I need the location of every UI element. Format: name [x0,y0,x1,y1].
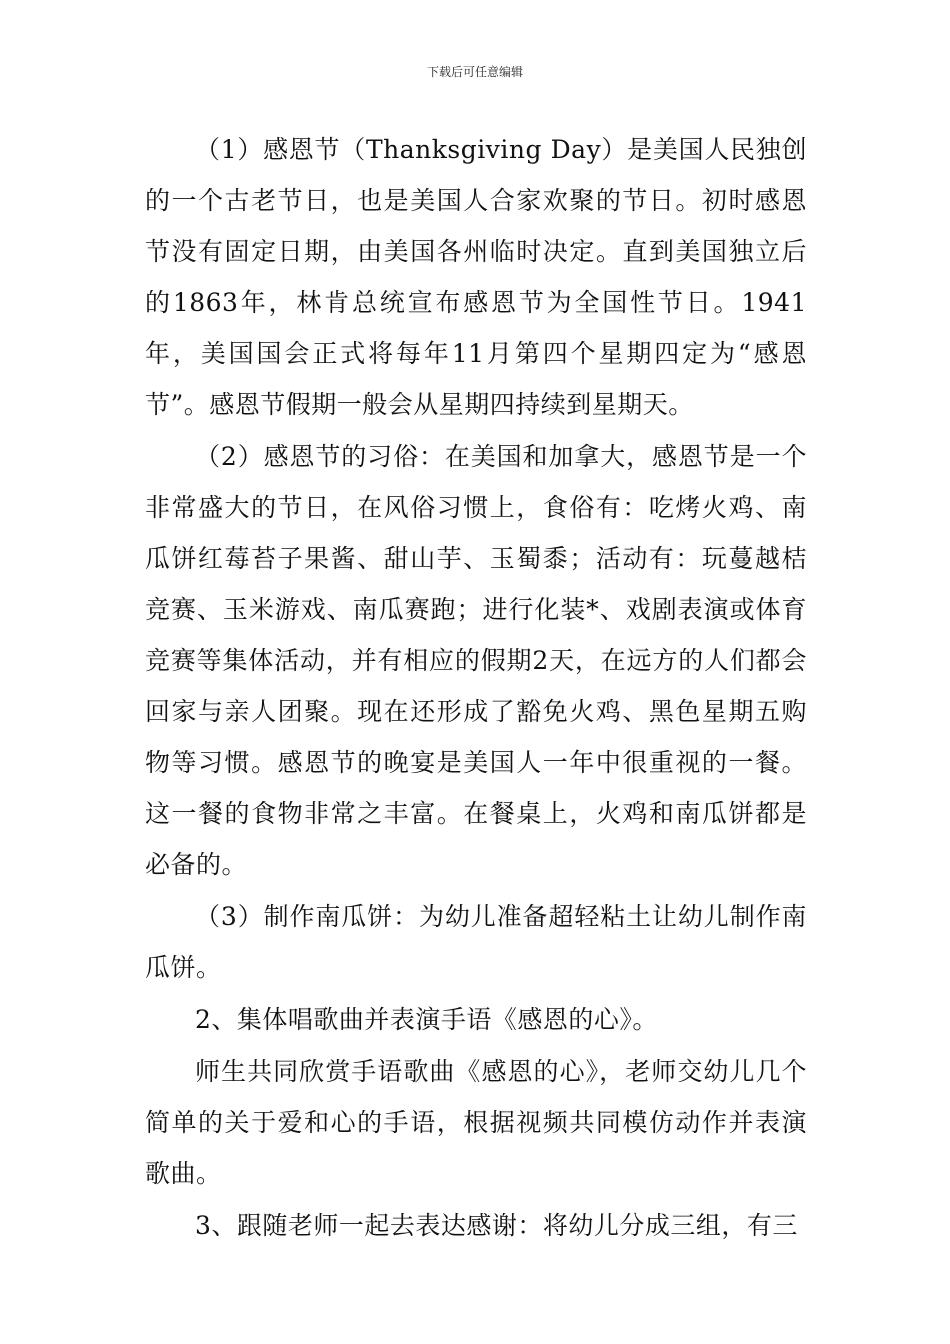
paragraph-pumpkin-pie-activity: （3）制作南瓜饼：为幼儿准备超轻粘土让幼儿制作南瓜饼。 [145,902,807,982]
document-body [145,124,807,1252]
paragraph-express-thanks: 3、跟随老师一起去表达感谢：将幼儿分成三组，有三 [195,1211,798,1240]
paragraph-song-appreciation: 师生共同欣赏手语歌曲《感恩的心》，老师交幼儿几个简单的关于爱和心的手语，根据视频共同模仿动作并表演歌曲。 [145,1057,807,1188]
paragraph-thanksgiving-history: （1）感恩节（Thanksgiving Day）是美国人民独创的一个古老节日，也是美国人合家欢聚的节日。初时感恩节没有固定日期，由美国各州临时决定。直到美国独立后的1863年，林肯总统宣布感恩节为全国性节日。1941年，美国国会正式将每年11月第四个星期四定为“感恩节”。感恩节假期一般会从星期四持续到星期天。 [145,135,807,419]
page-header-note: 下载后可任意编辑 [426,65,523,79]
paragraph-sign-language-song: 2、集体唱歌曲并表演手语《感恩的心》。 [195,1005,658,1034]
paragraph-thanksgiving-customs: （2）感恩节的习俗：在美国和加拿大，感恩节是一个非常盛大的节日，在风俗习惯上，食俗有：吃烤火鸡、南瓜饼红莓苔子果酱、甜山芋、玉蜀黍；活动有：玩蔓越桔竞赛、玉米游戏、南瓜赛跑；进行化装*、戏剧表演或体育竞赛等集体活动，并有相应的假期2天，在远方的人们都会回家与亲人团聚。现在还形成了豁免火鸡、黑色星期五购物等习惯。感恩节的晚宴是美国人一年中很重视的一餐。这一餐的食物非常之丰富。在餐桌上，火鸡和南瓜饼都是必备的。 [145,442,807,879]
